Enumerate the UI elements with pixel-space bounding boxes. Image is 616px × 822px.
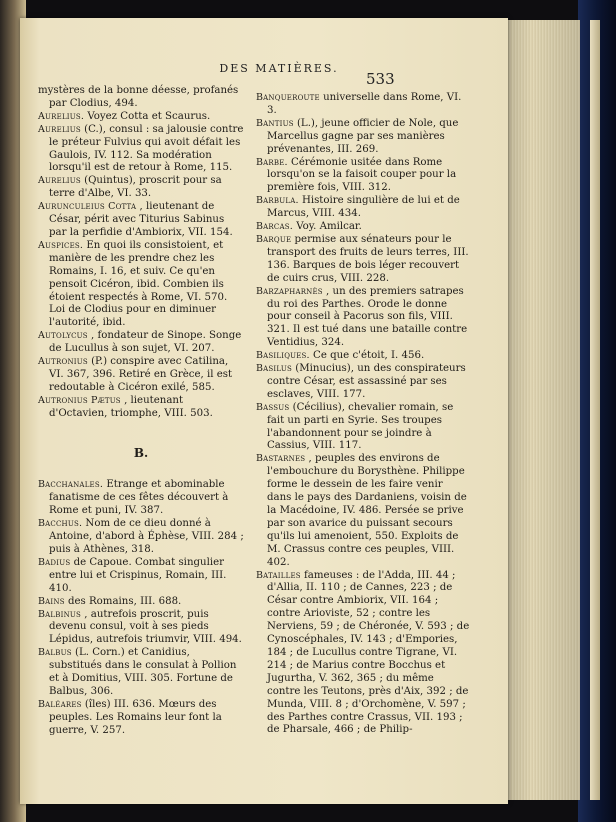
entry-headword: Bacchanales. <box>38 479 104 491</box>
entry-headword: Balbus <box>38 647 72 659</box>
entry-headword: Bassus <box>256 401 290 413</box>
entry-text: Histoire singulière de lui et de Marcus, VIII. 434. <box>267 195 460 220</box>
index-entry <box>256 195 470 221</box>
index-entry <box>38 124 244 176</box>
entry-headword: Barcas. <box>256 221 293 233</box>
entry-headword: Aurelius. <box>38 110 85 122</box>
entry-headword: Auspices. <box>38 239 84 251</box>
entry-text: universelle dans Rome, VI. 3. <box>267 92 462 116</box>
entry-headword: Badius <box>38 556 71 568</box>
index-column-right <box>256 92 470 737</box>
entry-headword: Barbe. <box>256 156 288 168</box>
index-entry <box>256 453 470 569</box>
index-entry <box>38 201 244 240</box>
index-entry <box>256 402 470 454</box>
index-entry <box>38 518 244 557</box>
index-entry <box>38 557 244 596</box>
entry-text: (Minucius), un des conspirateurs contre César, est assassiné par ses esclaves, VIII. 177. <box>267 363 466 400</box>
index-entry <box>256 92 470 118</box>
index-entry <box>256 118 470 157</box>
entry-headword: Basilus <box>256 363 292 375</box>
entry-text: (L.), jeune officier de Nole, que Marcellus gagne par ses manières prévenantes, III. 269. <box>267 117 459 155</box>
entry-text: mystères de la bonne déesse, profanés par Clodius, 494. <box>38 85 239 109</box>
running-head: DES MATIÈRES. <box>219 62 339 75</box>
entry-headword: Aurelius <box>38 175 81 187</box>
entry-headword: Aurelius <box>38 123 81 135</box>
entry-text: Ce que c'étoit, I. 456. <box>313 350 425 362</box>
entry-text: , lieutenant d'Octavien, triomphe, VIII. 503. <box>49 394 213 419</box>
index-column-left <box>38 85 244 738</box>
entry-headword: Baléares <box>38 698 82 710</box>
entry-text: fameuses : de l'Adda, III. 44 ; d'Allia, II. 110 ; de Cannes, 223 ; de César contre Ambiorix, VII. 164 ; contre Arioviste, 52 ; contre les Nerviens, 59 ; de Chéronée, V. 593 ; de Cynoscéphales, IV. 143 ; d'Empories, 184 ; de Lucullus contre Tigrane, VI. 214 ; de Marius contre Bocchus et Jugurtha, V. 362, 365 ; du même contre les Teutons, près d'Aix, 392 ; de Munda, VIII. 8 ; d'Orchomène, V. 597 ; des Parthes contre Crassus, VII. 193 ; de Pharsale, 466 ; de Philip- <box>267 569 470 736</box>
entry-text: , un des premiers satrapes du roi des Parthes. Orode le donne pour conseil à Pacorus son fils, VIII. 321. Il est tué dans une bataille contre Ventidius, 324. <box>267 285 468 349</box>
index-entry <box>38 699 244 738</box>
entry-text: (C.), consul : sa jalousie contre le préteur Fulvius qui avoit défait les Gaulois, IV. 112. Sa modération lorsqu'il est de retour à Rome, 115. <box>49 123 244 174</box>
entry-text: permise aux sénateurs pour le transport des fruits de leurs terres, III. 136. Barques de bois léger recouvert de cuirs crus, VIII. 228. <box>267 233 469 284</box>
index-entry <box>256 234 470 286</box>
page-number: 533 <box>366 70 395 88</box>
entry-headword: Autolycus <box>38 330 88 342</box>
entry-headword: Bacchus. <box>38 518 83 530</box>
index-entry <box>256 350 470 363</box>
entry-headword: Autronius <box>38 356 88 368</box>
entry-headword: Barbula. <box>256 195 299 207</box>
entry-headword: Aurunculeius Cotta <box>38 201 137 213</box>
index-entry <box>256 157 470 196</box>
entry-headword: Barque <box>256 233 292 245</box>
entry-text: , fondateur de Sinope. Songe de Lucullus à son sujet, VI. 207. <box>49 330 242 355</box>
index-entry <box>256 363 470 402</box>
entry-text: (Quintus), proscrit pour sa terre d'Albe, VI. 33. <box>49 175 222 200</box>
entry-text: En quoi ils consistoient, et manière de les prendre chez les Romains, I. 16, et suiv. Ce qu'en pensoit Cicéron, ibid. Combien ils étoient respectés à Rome, VI. 570. Loi de Clodius pour en diminuer l'autorité, ibid. <box>49 239 228 329</box>
entry-text: (L. Corn.) et Canidius, substitués dans le consulat à Pollion et à Domitius, VIII. 305. Fortune de Balbus, 306. <box>49 647 237 697</box>
index-entry <box>38 647 244 699</box>
index-entry <box>38 175 244 201</box>
index-entry <box>38 111 244 124</box>
entry-text: Voy. Amilcar. <box>296 221 362 233</box>
entry-text: Cérémonie usitée dans Rome lorsqu'on se la faisoit couper pour la première fois, VIII. 312. <box>267 156 457 194</box>
index-entry <box>38 330 244 356</box>
entry-headword: Bastarnes <box>256 453 306 465</box>
entry-text: Etrange et abominable fanatisme de ces fêtes découvert à Rome et puni, IV. 387. <box>49 479 229 517</box>
entry-headword: Basiliques. <box>256 350 310 362</box>
entry-text: (îles) III. 636. Mœurs des peuples. Les Romains leur font la guerre, V. 257. <box>49 698 222 736</box>
entry-headword: Batailles <box>256 569 301 581</box>
entry-headword: Autronius Pætus <box>38 394 121 406</box>
index-entry <box>38 609 244 648</box>
entry-text: , peuples des environs de l'embouchure du Borysthène. Philippe forme le dessein de les faire venir dans le pays des Dardaniens, voisin de la Macédoine, IV. 486. Persée se prive par son avarice du puissant secours qu'ils lui amenoient, 550. Exploits de M. Crassus contre ces peuples, VIII. 402. <box>267 453 467 568</box>
entry-text: de Capoue. Combat singulier entre lui et Crispinus, Romain, III. 410. <box>49 556 227 594</box>
entry-text: , autrefois proscrit, puis devenu consul, voit à ses pieds Lépidus, autrefois triumvir, VIII. 494. <box>49 608 242 646</box>
section-letter: B. <box>133 445 149 460</box>
entry-text: , lieutenant de César, périt avec Titurius Sabinus par la perfidie d'Ambiorix, VII. 154. <box>49 201 233 238</box>
index-entry <box>38 596 244 609</box>
entry-text: (Cécilius), chevalier romain, se fait un parti en Syrie. Ses troupes l'abandonnent pour se joindre à Cassius, VIII. 117. <box>267 401 454 452</box>
entry-headword: Barzapharnès <box>256 285 323 297</box>
entry-headword: Bains <box>38 595 65 607</box>
index-entry <box>38 395 244 421</box>
entry-headword: Banqueroute <box>256 92 320 103</box>
index-entry <box>38 240 244 330</box>
entry-headword: Balbinus <box>38 608 82 620</box>
index-entry <box>38 356 244 395</box>
index-entry <box>256 570 470 738</box>
back-page-edge <box>590 20 600 800</box>
index-entry <box>38 85 244 111</box>
index-entry <box>38 479 244 518</box>
entry-text: des Romains, III. 688. <box>67 595 182 607</box>
entry-text: (P.) conspire avec Catilina, VI. 367, 396. Retiré en Grèce, il est redoutable à Cicéron exilé, 585. <box>49 356 233 393</box>
entry-text: Nom de ce dieu donné à Antoine, d'abord à Éphèse, VIII. 284 ; puis à Athènes, 318. <box>49 518 244 555</box>
entry-headword: Bantius <box>256 117 294 129</box>
index-entry <box>256 221 470 234</box>
index-entry <box>256 286 470 351</box>
entry-text: Voyez Cotta et Scaurus. <box>87 110 211 122</box>
